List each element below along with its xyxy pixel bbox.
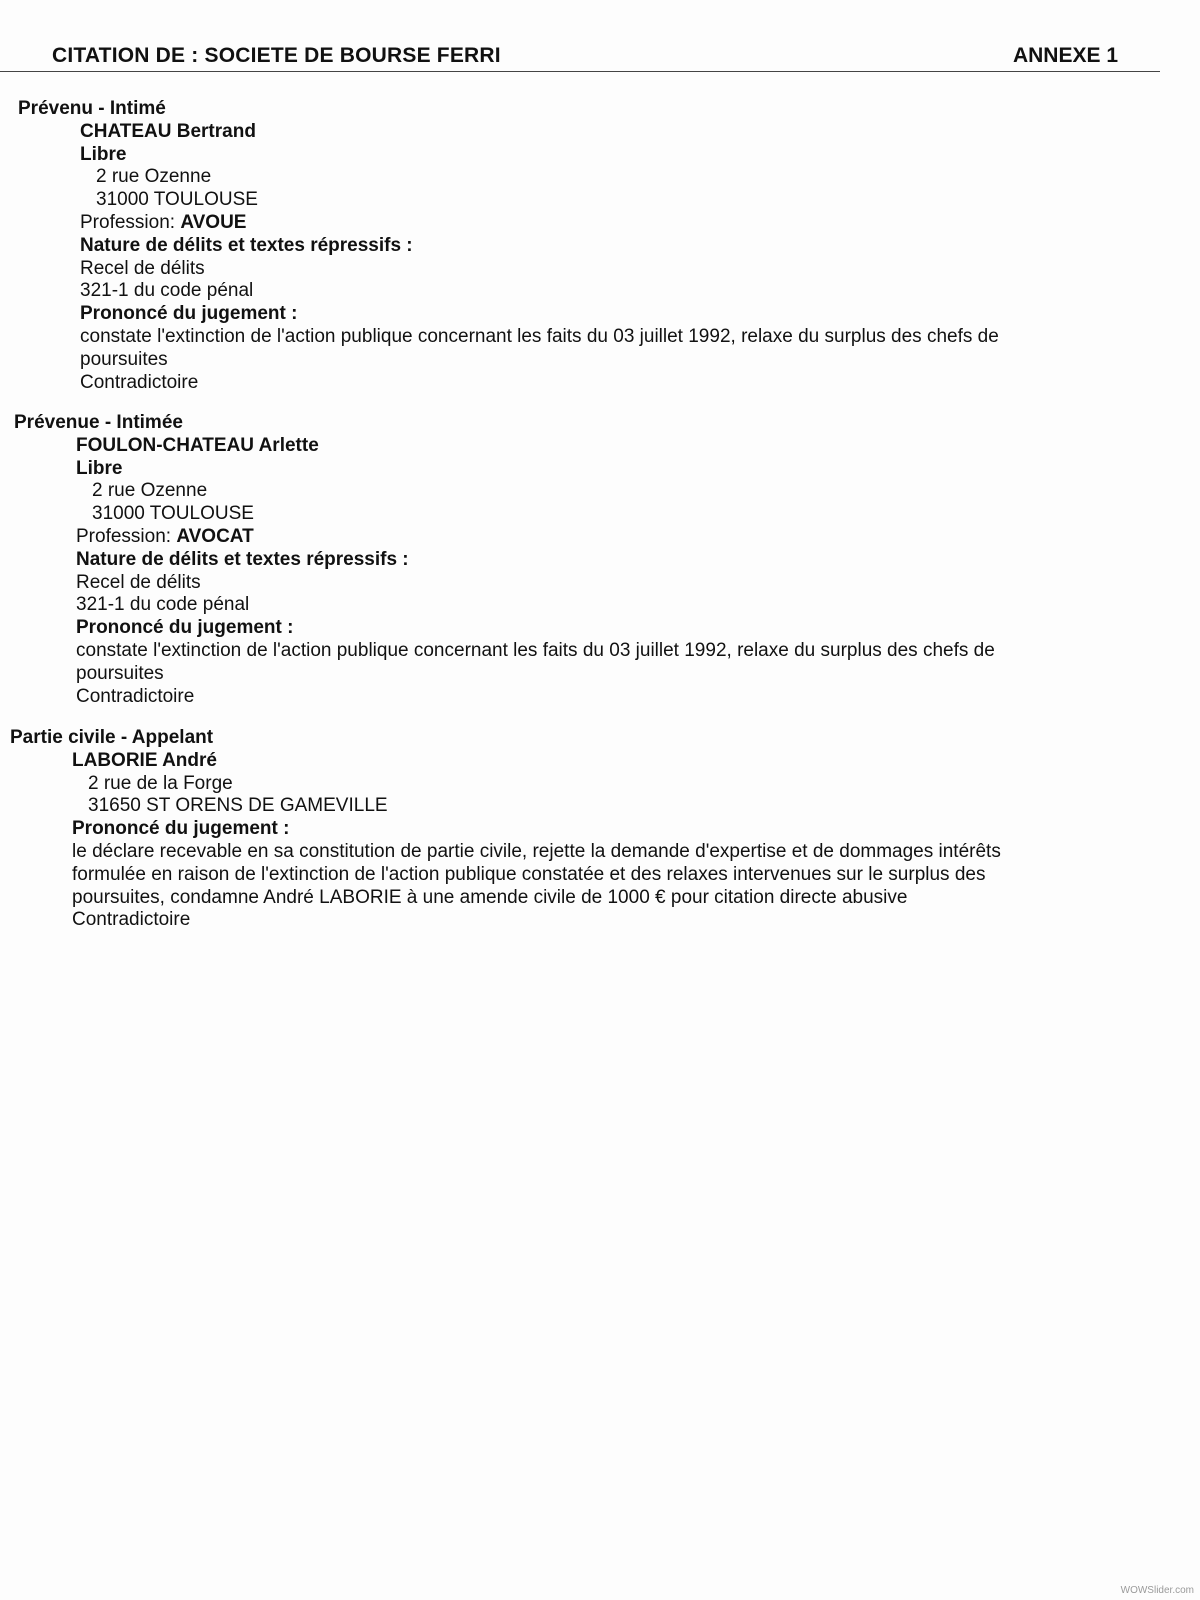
party-section-1	[18, 98, 1060, 394]
nature-line-1: Recel de délits	[80, 257, 205, 279]
judgment-heading: Prononcé du jugement :	[72, 818, 290, 840]
party-name: FOULON-CHATEAU Arlette	[76, 434, 319, 456]
citation-title: CITATION DE : SOCIETE DE BOURSE FERRI	[52, 44, 501, 67]
watermark: WOWSlider.com	[1120, 1585, 1194, 1596]
profession-label: Profession:	[80, 211, 181, 233]
judgment-text: constate l'extinction de l'action publique concernant les faits du 03 juillet 1992, relaxe du surplus des chefs de poursuites	[80, 325, 999, 370]
address-line-1: 2 rue de la Forge	[88, 772, 233, 794]
profession-line	[80, 212, 1060, 235]
judgment-mode: Contradictoire	[80, 371, 199, 393]
nature-line-2: 321-1 du code pénal	[80, 280, 254, 302]
party-role: Partie civile - Appelant	[10, 727, 214, 748]
party-name: LABORIE André	[72, 749, 217, 771]
address-line-2: 31000 TOULOUSE	[96, 189, 258, 211]
address-line-2: 31000 TOULOUSE	[92, 503, 254, 525]
address-line-1: 2 rue Ozenne	[92, 480, 208, 502]
profession-value: AVOUE	[180, 211, 247, 233]
address-line-1: 2 rue Ozenne	[96, 166, 212, 188]
profession-value: AVOCAT	[176, 525, 254, 547]
party-status: Libre	[76, 457, 123, 479]
document-header	[0, 0, 1160, 72]
nature-line-1: Recel de délits	[76, 571, 201, 593]
nature-line-2: 321-1 du code pénal	[76, 594, 250, 616]
judgment-text: constate l'extinction de l'action publique concernant les faits du 03 juillet 1992, relaxe du surplus des chefs de poursuites	[76, 639, 995, 684]
annex-label: ANNEXE 1	[1012, 44, 1118, 67]
profession-line	[76, 526, 1056, 549]
nature-heading: Nature de délits et textes répressifs :	[80, 234, 413, 256]
judgment-text: le déclare recevable en sa constitution de partie civile, rejette la demande d'expertise et de dommages intérêts formulée en raison de l'extinction de l'action publique constatée et des relaxes intervenues sur le surplus des poursuites, condamne André LABORIE à une amende civile de 1000 € pour citation directe abusive	[72, 840, 1001, 908]
party-name: CHATEAU Bertrand	[80, 120, 256, 142]
party-role: Prévenu - Intimé	[18, 98, 166, 119]
judgment-mode: Contradictoire	[72, 909, 191, 931]
judgment-heading: Prononcé du jugement :	[80, 303, 298, 325]
judgment-mode: Contradictoire	[76, 685, 195, 707]
judgment-heading: Prononcé du jugement :	[76, 617, 294, 639]
nature-heading: Nature de délits et textes répressifs :	[76, 548, 409, 570]
party-section-3	[10, 727, 1052, 932]
address-line-2: 31650 ST ORENS DE GAMEVILLE	[88, 795, 388, 817]
profession-label: Profession:	[76, 525, 177, 547]
party-role: Prévenue - Intimée	[14, 412, 183, 433]
party-section-2	[14, 412, 1056, 708]
party-status: Libre	[80, 143, 127, 165]
